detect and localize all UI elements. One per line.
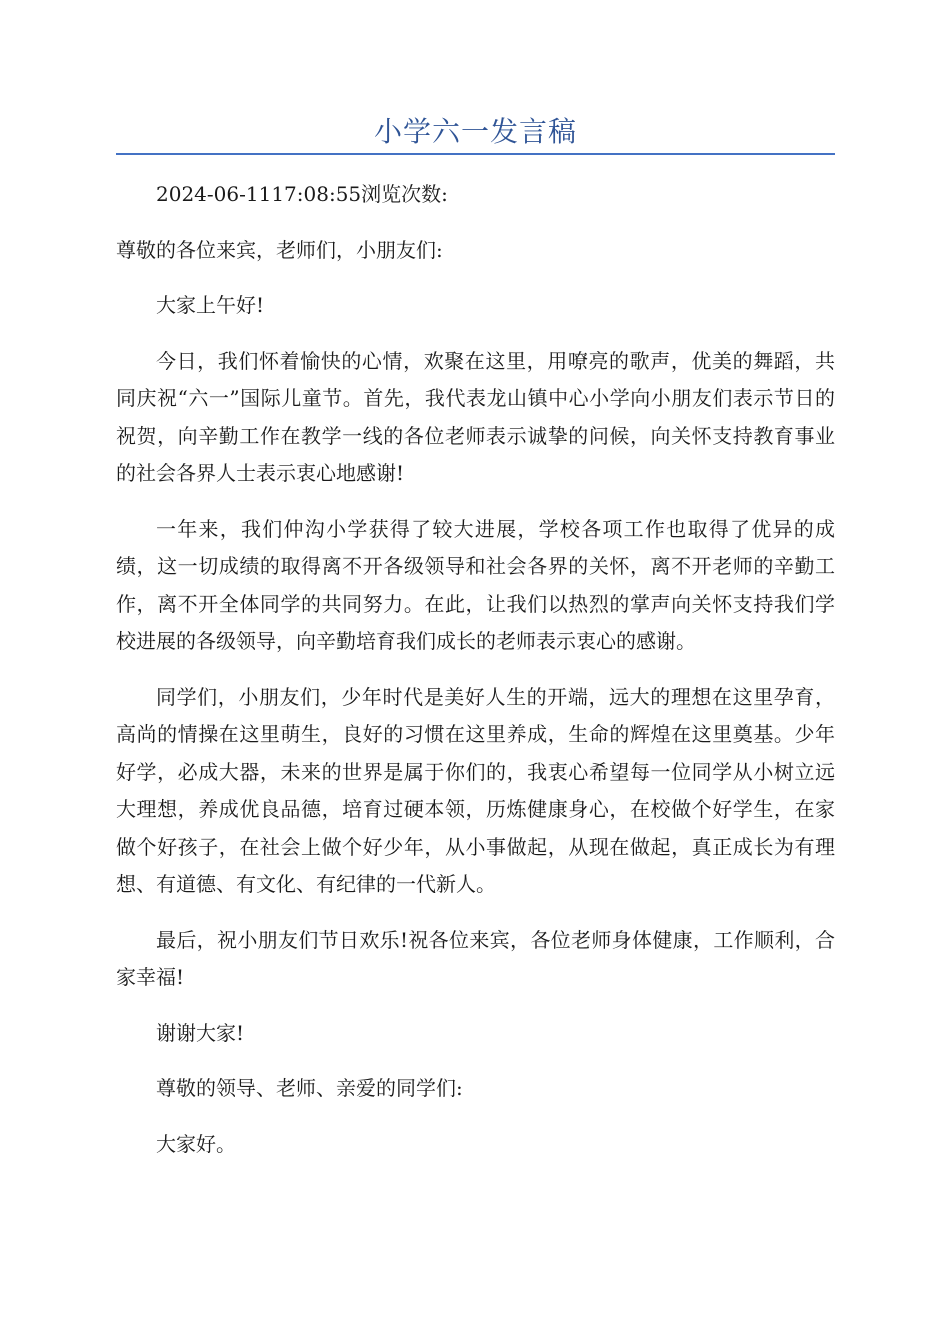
paragraph-second-salutation: 尊敬的领导、老师、亲爱的同学们: xyxy=(156,1076,463,1100)
paragraph-encouragement: 同学们，小朋友们，少年时代是美好人生的开端，远大的理想在这里孕育，高尚的情操在这里萌生，良好的习惯在这里养成，生命的辉煌在这里奠基。少年好学，必成大器，未来的世界是属于你们的，我衷心希望每一位同学从小树立远大理想，养成优良品德，培育过硬本领，历炼健康身心，在校做个好学生，在家做个好孩子，在社会上做个好少年，从小事做起，从现在做起，真正成长为有理想、有道德、有文化、有纪律的一代新人。 xyxy=(116,684,835,896)
title-divider xyxy=(116,153,835,155)
meta-line: 2024-06-1117:08:55浏览次数: xyxy=(156,182,448,206)
document-body xyxy=(116,176,835,1181)
paragraph-thanks: 谢谢大家! xyxy=(156,1020,245,1045)
document-title: 小学六一发言稿 xyxy=(373,115,577,148)
paragraph-salutation: 尊敬的各位来宾，老师们，小朋友们: xyxy=(116,237,443,262)
paragraph-closing-wishes: 最后，祝小朋友们节日欢乐!祝各位来宾，各位老师身体健康，工作顺利，合家幸福! xyxy=(116,927,835,989)
paragraph-achievements: 一年来，我们仲沟小学获得了较大进展，学校各项工作也取得了优异的成绩，这一切成绩的取得离不开各级领导和社会各界的关怀，离不开老师的辛勤工作，离不开全体同学的共同努力。在此，让我们以热烈的掌声向关怀支持我们学校进展的各级领导，向辛勤培育我们成长的老师表示衷心的感谢。 xyxy=(116,516,835,653)
paragraph-greeting: 大家上午好! xyxy=(156,293,265,317)
paragraph-second-greeting: 大家好。 xyxy=(156,1131,236,1156)
paragraph-opening: 今日，我们怀着愉快的心情，欢聚在这里，用嘹亮的歌声，优美的舞蹈，共同庆祝“六一”国际儿童节。首先，我代表龙山镇中心小学向小朋友们表示节日的祝贺，向辛勤工作在教学一线的各位老师表示诚挚的问候，向关怀支持教育事业的社会各界人士表示衷心地感谢! xyxy=(116,348,835,485)
